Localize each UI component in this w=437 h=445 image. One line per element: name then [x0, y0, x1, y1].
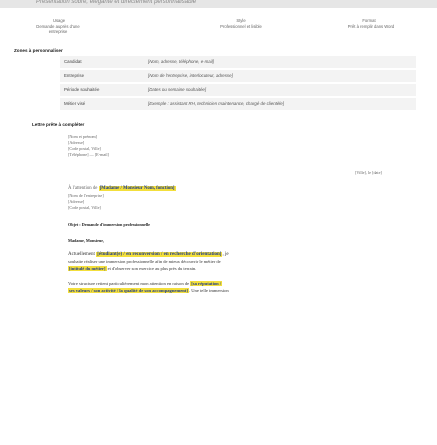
recipient-address: [Adresse] [68, 199, 85, 204]
p1-start: Actuellement [68, 252, 95, 257]
zone-row-periode [60, 84, 416, 96]
p2-highlight-2: ses valeurs / son activité / la qualité de son accompagnement] [69, 288, 188, 293]
style-label: Style [236, 18, 246, 23]
zone-label: Métier visé [64, 101, 86, 106]
zone-label: Entreprise [64, 73, 85, 78]
zone-row-metier [60, 98, 416, 110]
zone-row-candidat [60, 56, 416, 68]
recipient-city: [Code postal, Ville] [68, 205, 101, 210]
zone-row-entreprise [60, 70, 416, 82]
letter-salutation: Madame, Monsieur, [68, 238, 104, 243]
paragraph-2-line-1 [68, 281, 222, 287]
paragraph-1-line-1 [68, 252, 229, 258]
p1-end: , je [222, 252, 229, 257]
p1-highlight: [étudiant(e) / en reconversion / en recherche d'orientation] [97, 252, 222, 257]
paragraph-2-line-2 [68, 288, 229, 294]
letter-heading: Lettre prête à compléter [32, 122, 85, 127]
letter-objet: Objet : Demande d'immersion professionnelle [68, 222, 151, 227]
recipient-highlight: [Madame / Monsieur Nom, fonction] [99, 186, 175, 191]
usage-label: Usage [52, 18, 66, 23]
usage-demande-text: Demande auprès d'une entreprise [36, 24, 80, 34]
zone-desc: [Nom de l'entreprise, interlocuteur, adresse] [148, 73, 233, 78]
sender-name: [Nom et prénom] [68, 134, 98, 139]
zone-desc: [Nom, adresse, téléphone, e-mail] [148, 59, 214, 64]
p1-highlight-2: [intitulé du métier] [69, 266, 106, 271]
format-value: Prêt à remplir dans Word [347, 24, 395, 29]
city-date: [Ville], le [date] [355, 170, 382, 175]
p2-text: Votre structure retient particulièrement mon attention en raison de [68, 281, 190, 286]
style-value: Professionnel et lisible [220, 24, 262, 29]
zones-heading: Zones à personnaliser [14, 48, 63, 53]
paragraph-1-line-2: souhaite réaliser une immersion professionnelle afin de mieux découvrir le métier de [68, 259, 221, 264]
banner-title: Présentation sobre, élégante et directement personnalisable [36, 0, 197, 5]
p1-line3-text: et d'observer son exercice au plus près du terrain. [106, 266, 197, 271]
p2-highlight-1: [sa réputation / [191, 281, 222, 286]
sender-contact: [Téléphone] — [E-mail] [68, 152, 109, 157]
recipient-line [68, 186, 176, 191]
sender-address: [Adresse] [68, 140, 85, 145]
sender-city: [Code postal, Ville] [68, 146, 101, 151]
format-label: Format [362, 18, 376, 23]
recipient-prefix: À l'attention de [68, 186, 98, 191]
paragraph-1-line-3 [68, 266, 196, 272]
zone-label: Candidat [64, 59, 82, 64]
p2-end: . Une telle immersion [188, 288, 229, 293]
recipient-company: [Nom de l'entreprise] [68, 193, 104, 198]
zone-desc: [Dates ou semaine souhaitée] [148, 87, 207, 92]
zone-desc: [Exemple : assistant RH, technicien maintenance, chargé de clientèle] [148, 101, 284, 106]
zone-label: Période souhaitée [64, 87, 100, 92]
usage-demande [30, 24, 86, 34]
header-banner [0, 0, 437, 8]
